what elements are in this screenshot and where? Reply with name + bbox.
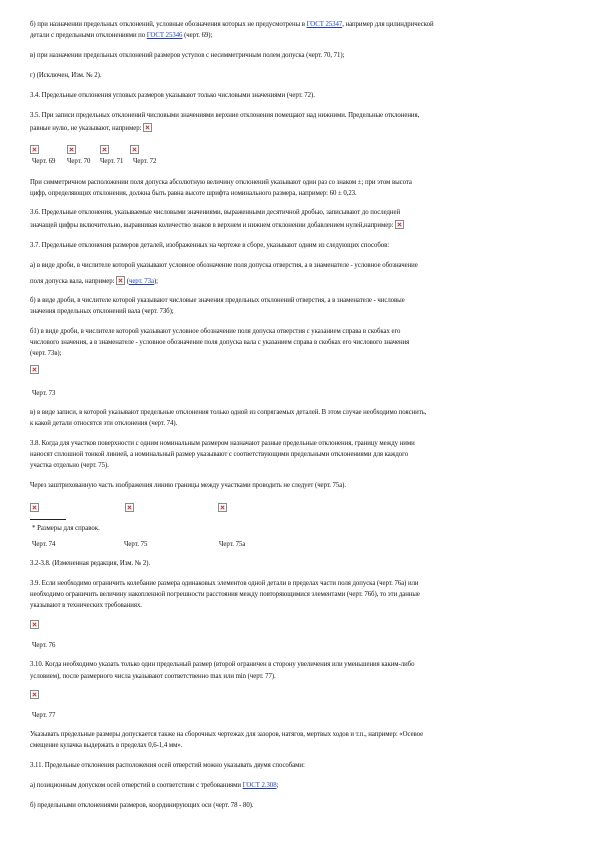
broken-image-icon [143, 123, 152, 132]
text-line [30, 20, 570, 29]
text: (черт. 73а); [126, 278, 158, 285]
text: детали с предельными отклонениями по [30, 32, 147, 39]
text-line [30, 276, 570, 286]
broken-image-icon [395, 220, 404, 229]
footnote: * Размеры для справок. [32, 525, 100, 532]
text-line: Указывать предельные размеры допускается также на сборочных чертежах для зазоров, натягов, мертвых ходов и т.п., например: «Осевое [30, 731, 424, 738]
figure-caption: Черт. 70 [67, 158, 91, 165]
figure-caption: Черт. 72 [133, 158, 157, 165]
text: ; [276, 782, 279, 789]
text-line: смещение кулачка выдержать в пределах 0,6-1,4 мм». [30, 742, 183, 749]
text-line [30, 781, 570, 790]
broken-image-icon [100, 145, 109, 154]
text: поля допуска вала, например: [30, 278, 115, 285]
text-line: 3.2-3.8. (Измененная редакция, Изм. № 2). [30, 560, 151, 567]
text-line: 3.5. При записи предельных отклонений числовыми значениями верхние отклонения помещают над нижними. Предельные отклонения, [30, 112, 420, 119]
text-line: б) предельными отклонениями размеров, координирующих оси (черт. 78 - 80). [30, 802, 254, 809]
text-line: числового значения, а в знаменателе - условное обозначение поля допуска вала с указанием справа в скобках его числового значения [30, 339, 410, 346]
text-line: 3.4. Предельные отклонения угловых размеров указывают только числовыми значениями (черт. 72). [30, 92, 315, 99]
figure-caption: Черт. 76 [32, 642, 56, 649]
text-line: 3.9. Если необходимо ограничить колебание размера одинаковых элементов одной детали в пределах части поля допуска (черт. 76а) или [30, 580, 419, 587]
broken-image-icon [30, 690, 39, 699]
text-line: необходимо ограничить величину накопленной погрешности расстояния между повторяющимися элементами (черт. 76б), то эти данные [30, 591, 420, 598]
text: б) при назначении предельных отклонений, условные обозначения которых не предусмотрены в [30, 21, 307, 28]
figure-caption: Черт. 75а [219, 541, 246, 548]
text: значащей цифры включительно, выравнивая количество знаков в верхнем и нижнем отклонении добавлением нулей,например: [30, 222, 394, 229]
text-line: в) в виде записи, в которой указывают предельные отклонения только одной из сопрягаемых деталей. В этом случае необходимо пояснить, [30, 409, 427, 416]
figure-caption: Черт. 71 [100, 158, 124, 165]
text-line: указывают в технических требованиях. [30, 602, 142, 609]
figure-caption: Черт. 77 [32, 712, 56, 719]
broken-image-icon [30, 365, 39, 374]
text-line: г) (Исключен, Изм. № 2). [30, 72, 102, 79]
figure-caption: Черт. 75 [124, 541, 148, 548]
text-line: 3.6. Предельные отклонения, указываемые числовыми значениями, выраженными десятичной дробью, записывают до последней [30, 209, 401, 216]
text-line: к какой детали относятся эти отклонения (черт. 74). [30, 420, 178, 427]
text-line: значения предельных отклонений вала (черт. 73б); [30, 308, 174, 315]
text-line [30, 31, 570, 40]
broken-image-icon [218, 503, 227, 512]
text-line: Через заштрихованную часть изображения линию границы между участками проводить не следует (черт. 75а). [30, 482, 347, 489]
text-line: б1) в виде дроби, в числителе которой указывают условное обозначение поля допуска отверстия с указанием справа в скобках его [30, 328, 401, 335]
text-line: 3.7. Предельные отклонения размеров деталей, изображенных на чертеже в сборе, указывают одним из следующих способов: [30, 242, 390, 249]
text-line: б) в виде дроби, в числителе которой указывают числовые значения предельных отклонений отверстия, а в знаменателе - числовые [30, 297, 405, 304]
text-line: 3.10. Когда необходимо указать только один предельный размер (второй ограничен в сторону увеличения или уменьшения каким-либо [30, 661, 415, 668]
figure-caption: Черт. 69 [32, 158, 56, 165]
text-line: 3.11. Предельные отклонения расположения осей отверстий можно указывать двумя способами: [30, 762, 305, 769]
text-line: в) при назначении предельных отклонений размеров уступов с несимметричным полем допуска (черт. 70, 71); [30, 52, 345, 59]
broken-image-icon [30, 620, 39, 629]
broken-image-icon [130, 145, 139, 154]
broken-image-icon [116, 276, 125, 285]
text-line: а) в виде дроби, в числителе которой указывают условное обозначение поля допуска отверстия, а в знаменателе - условное обозначение [30, 262, 418, 269]
gost-25347-link[interactable]: ГОСТ 25347 [306, 21, 343, 28]
text: равные нулю, не указывают, например: [30, 125, 142, 132]
text-line: При симметричном расположении поля допуска абсолютную величину отклонений указывают один раз со знаком ±; при этом высота [30, 179, 412, 186]
figure-caption: Черт. 73 [32, 390, 56, 397]
text-line [30, 220, 570, 230]
text-line: 3.8. Когда для участков поверхности с одним номинальным размером назначают разные предельные отклонения, границу между ними [30, 440, 415, 447]
figure-caption: Черт. 74 [32, 541, 56, 548]
text-line: участка отдельно (черт. 75). [30, 462, 109, 469]
text-line: условием), после размерного числа указывают соответственно max или min (черт. 77). [30, 673, 276, 680]
text-line: цифр, определяющих отклонения, должна быть равна высоте шрифта номинального размера, например: 60 ± 0,23. [30, 190, 357, 197]
text-line [30, 123, 570, 133]
broken-image-icon [30, 145, 39, 154]
text: (черт. 69); [182, 32, 213, 39]
text: , например для цилиндрической [342, 21, 434, 28]
gost-2-308-link[interactable]: ГОСТ 2.308 [242, 782, 277, 789]
text: а) позиционным допуском осей отверстий в соответствии с требованиями [30, 782, 243, 789]
text-line: наносят сплошной тонкой линией, а номинальный размер указывают с соответствующими предельными отклонениями для каждого [30, 451, 409, 458]
broken-image-icon [30, 503, 39, 512]
gost-25346-link[interactable]: ГОСТ 25346 [146, 32, 183, 39]
footnote-rule [30, 519, 66, 520]
broken-image-icon [125, 503, 134, 512]
broken-image-icon [67, 145, 76, 154]
text-line: (черт. 73в); [30, 350, 62, 357]
